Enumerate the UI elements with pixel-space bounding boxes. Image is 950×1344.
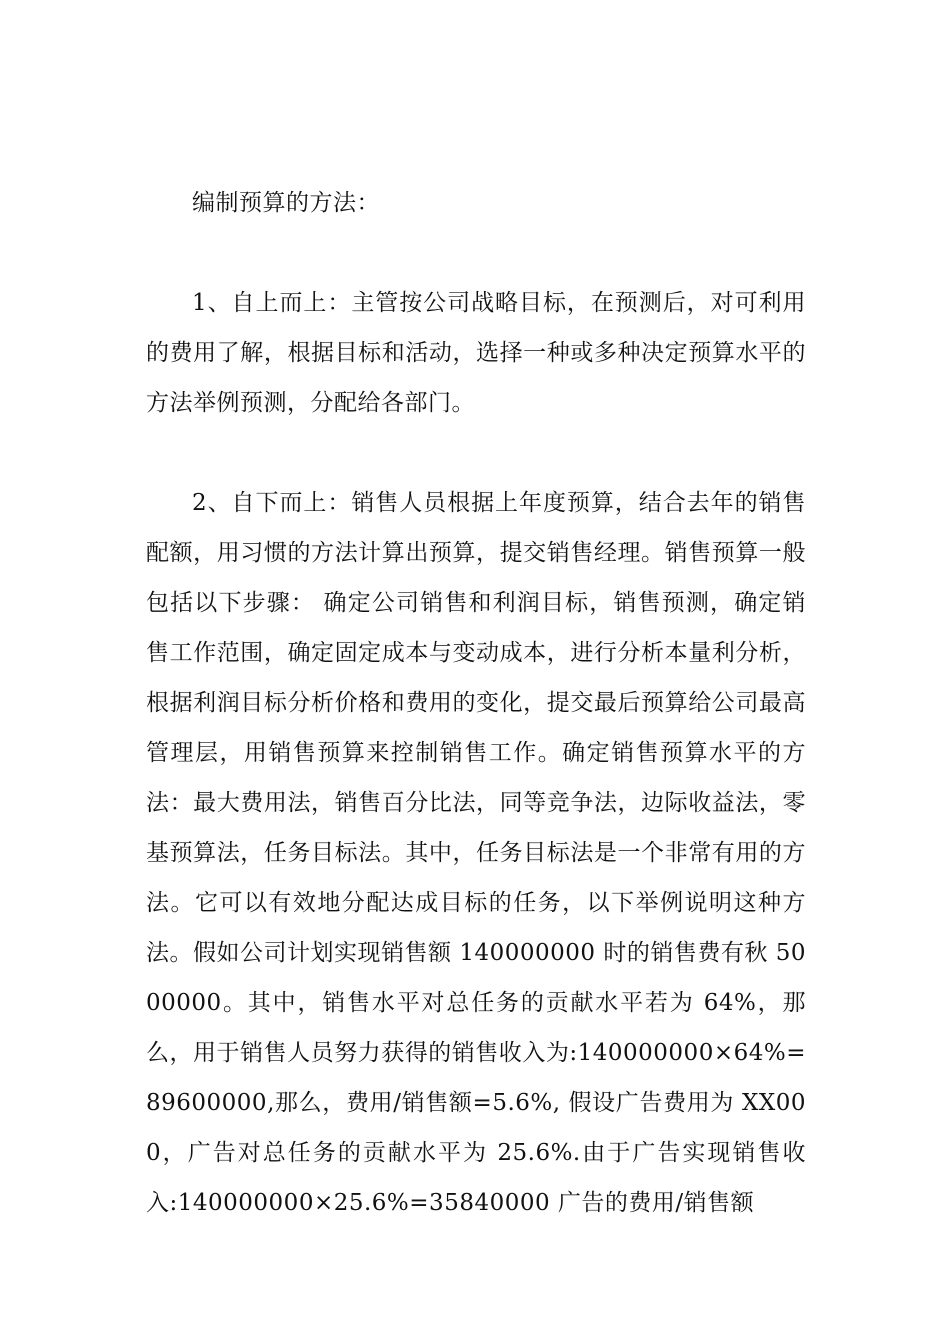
- paragraph-top-down: 1、自上而上：主管按公司战略目标，在预测后，对可利用的费用了解，根据目标和活动，选择一种或多种决定预算水平的方法举例预测，分配给各部门。: [146, 290, 806, 416]
- document-page: [146, 178, 806, 1228]
- paragraph-bottom-up: 2、自下而上：销售人员根据上年度预算，结合去年的销售配额，用习惯的方法计算出预算，提交销售经理。销售预算一般包括以下步骤： 确定公司销售和利润目标，销售预测，确定销售工作范围，确定固定成本与变动成本，进行分析本量利分析，根据利润目标分析价格和费用的变化，提交最后预算给公司最高管理层，用销售预算来控制销售工作。确定销售预算水平的方法：最大费用法，销售百分比法，同等竞争法，边际收益法，零基预算法，任务目标法。其中，任务目标法是一个非常有用的方法。它可以有效地分配达成目标的任务，以下举例说明这种方法。假如公司计划实现销售额 140000000 时的销售费有秋 5000000。其中，销售水平对总任务的贡献水平若为 64%，那么，用于销售人员努力获得的销售收入为:140000000×64%=89600000,那么，费用/销售额=5.6%, 假设广告费用为 XX000，广告对总任务的贡献水平为 25.6%.由于广告实现销售收 入:140000000×25.6%=35840000 广告的费用/销售额: [146, 490, 806, 1216]
- section-heading: 编制预算的方法：: [192, 190, 380, 216]
